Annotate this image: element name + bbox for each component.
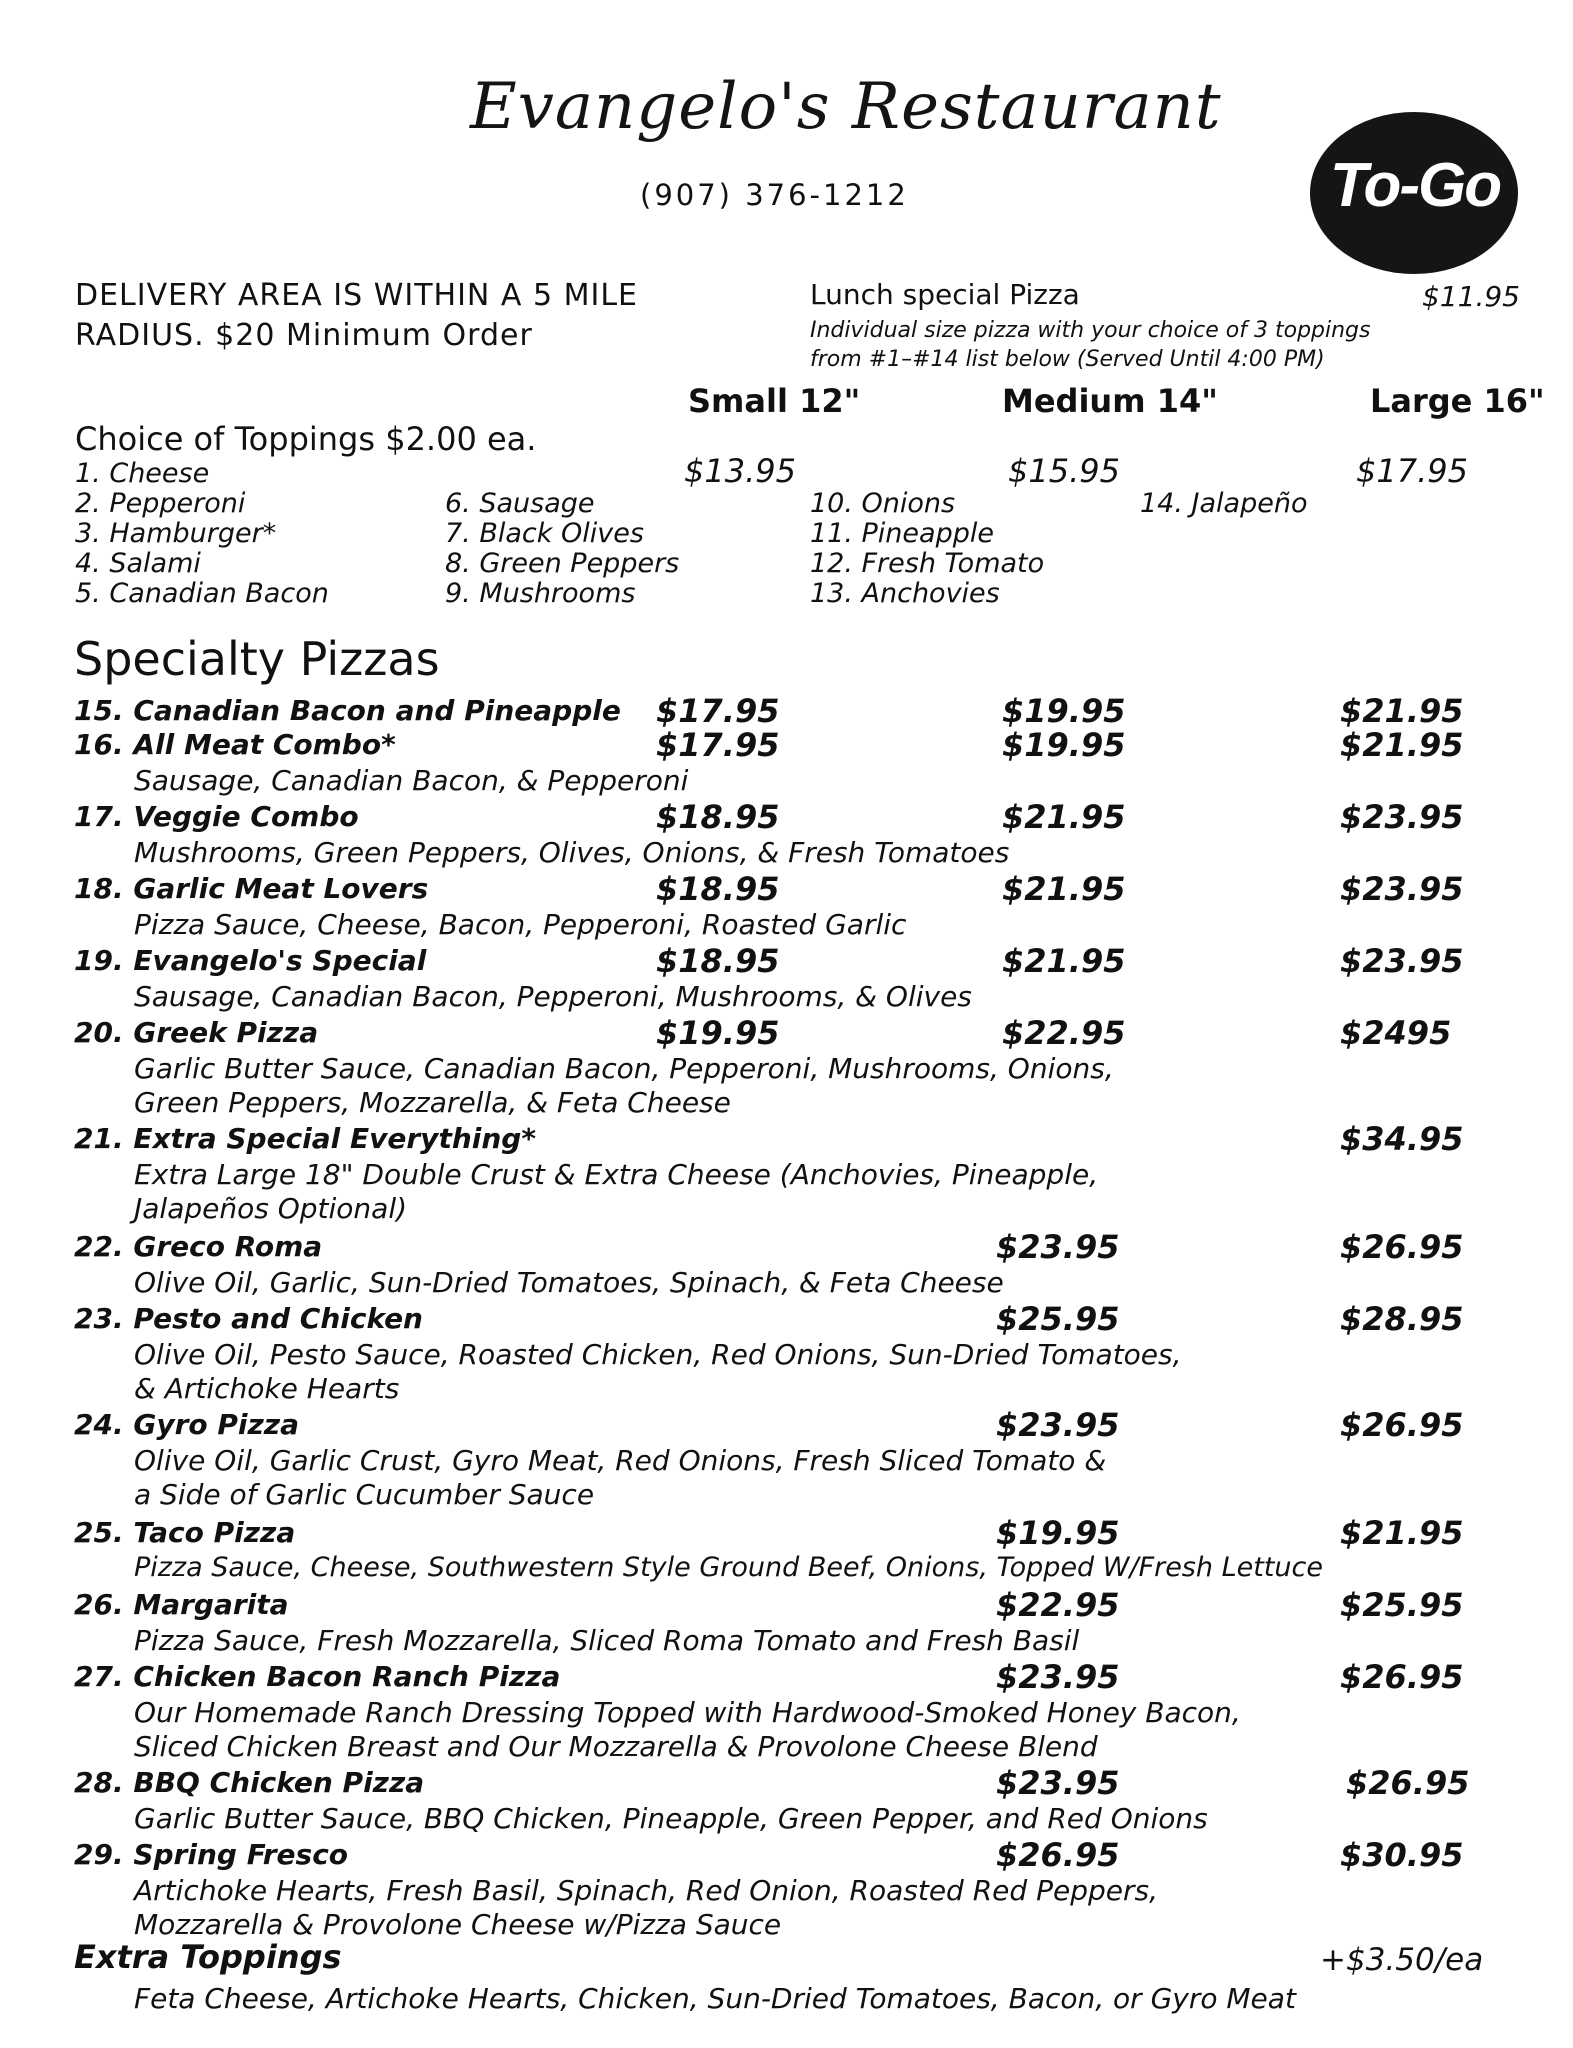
price-medium: $26.95	[996, 1836, 1120, 1874]
pizza-description: Garlic Butter Sauce, BBQ Chicken, Pineapple, Green Pepper, and Red Onions	[134, 1802, 1208, 1835]
price-large: $28.95	[1340, 1300, 1464, 1338]
price-medium: $23.95	[996, 1406, 1120, 1444]
pizza-description: Mozzarella & Provolone Cheese w/Pizza Sauce	[134, 1908, 782, 1941]
togo-badge-label: To-Go	[1329, 151, 1501, 220]
price-medium: $22.95	[996, 1586, 1120, 1624]
price-large: $2495	[1340, 1014, 1452, 1052]
pizza-description: Jalapeños Optional)	[134, 1192, 408, 1225]
pizza-description: Sliced Chicken Breast and Our Mozzarella & Provolone Cheese Blend	[134, 1730, 1098, 1763]
pizza-description: Olive Oil, Garlic, Sun-Dried Tomatoes, Spinach, & Feta Cheese	[134, 1266, 1004, 1299]
size-large-header: Large 16"	[1370, 382, 1545, 420]
pizza-name: 18. Garlic Meat Lovers	[74, 872, 429, 905]
base-price-small: $13.95	[684, 452, 796, 490]
price-medium: $19.95	[1002, 726, 1126, 764]
pizza-name: 29. Spring Fresco	[74, 1838, 349, 1871]
topping-item: 9. Mushrooms	[445, 578, 636, 609]
delivery-line-2: RADIUS. $20 Minimum Order	[75, 318, 533, 353]
extra-toppings-price: +$3.50/ea	[1320, 1942, 1484, 1978]
price-small: $18.95	[656, 870, 780, 908]
price-small: $17.95	[656, 726, 780, 764]
lunch-desc-line-1: Individual size pizza with your choice of 3 toppings	[810, 318, 1371, 343]
topping-item: 2. Pepperoni	[75, 488, 246, 519]
price-large: $23.95	[1340, 870, 1464, 908]
pizza-name: 16. All Meat Combo*	[74, 728, 396, 761]
phone-number: (907) 376-1212	[640, 178, 909, 212]
pizza-description: Olive Oil, Pesto Sauce, Roasted Chicken, Red Onions, Sun-Dried Tomatoes,	[134, 1338, 1182, 1371]
topping-item: 14. Jalapeño	[1140, 488, 1308, 519]
price-large: $26.95	[1340, 1406, 1464, 1444]
price-small: $18.95	[656, 798, 780, 836]
pizza-name: 26. Margarita	[74, 1588, 289, 1621]
toppings-title: Choice of Toppings $2.00 ea.	[75, 420, 537, 458]
topping-item: 6. Sausage	[445, 488, 595, 519]
topping-item: 10. Onions	[810, 488, 956, 519]
price-large: $25.95	[1340, 1586, 1464, 1624]
pizza-description: Our Homemade Ranch Dressing Topped with Hardwood-Smoked Honey Bacon,	[134, 1696, 1241, 1729]
price-large: $26.95	[1346, 1764, 1470, 1802]
pizza-description: Garlic Butter Sauce, Canadian Bacon, Pepperoni, Mushrooms, Onions,	[134, 1052, 1114, 1085]
pizza-name: 21. Extra Special Everything*	[74, 1122, 536, 1155]
topping-item: 5. Canadian Bacon	[75, 578, 329, 609]
price-medium: $25.95	[996, 1300, 1120, 1338]
price-medium: $19.95	[996, 1514, 1120, 1552]
base-price-large: $17.95	[1356, 452, 1468, 490]
price-large: $23.95	[1340, 942, 1464, 980]
pizza-name: 20. Greek Pizza	[74, 1016, 319, 1049]
pizza-name: 15. Canadian Bacon and Pineapple	[74, 694, 621, 727]
price-medium: $23.95	[996, 1228, 1120, 1266]
size-small-header: Small 12"	[688, 382, 861, 420]
pizza-description: Extra Large 18" Double Crust & Extra Cheese (Anchovies, Pineapple,	[134, 1158, 1099, 1191]
lunch-special-price: $11.95	[1422, 280, 1520, 313]
price-medium: $21.95	[1002, 798, 1126, 836]
restaurant-title: Evangelo's Restaurant	[470, 70, 1222, 144]
delivery-info	[75, 276, 638, 356]
pizza-description: Pizza Sauce, Cheese, Southwestern Style Ground Beef, Onions, Topped W/Fresh Lettuce	[134, 1552, 1323, 1583]
price-large: $21.95	[1340, 1514, 1464, 1552]
price-small: $18.95	[656, 942, 780, 980]
pizza-description: Pizza Sauce, Cheese, Bacon, Pepperoni, Roasted Garlic	[134, 908, 907, 941]
pizza-name: 24. Gyro Pizza	[74, 1408, 299, 1441]
topping-item: 11. Pineapple	[810, 518, 994, 549]
pizza-description: a Side of Garlic Cucumber Sauce	[134, 1478, 595, 1511]
pizza-name: 19. Evangelo's Special	[74, 944, 427, 977]
price-large: $21.95	[1340, 692, 1464, 730]
price-large: $30.95	[1340, 1836, 1464, 1874]
size-medium-header: Medium 14"	[1002, 382, 1218, 420]
topping-item: 12. Fresh Tomato	[810, 548, 1045, 579]
topping-item: 3. Hamburger*	[75, 518, 277, 549]
pizza-name: 27. Chicken Bacon Ranch Pizza	[74, 1660, 561, 1693]
specialty-pizzas-title: Specialty Pizzas	[74, 632, 440, 686]
topping-item: 1. Cheese	[75, 458, 210, 489]
price-medium: $19.95	[1002, 692, 1126, 730]
pizza-name: 22. Greco Roma	[74, 1230, 323, 1263]
lunch-special-description	[810, 316, 1370, 374]
price-medium: $23.95	[996, 1764, 1120, 1802]
price-small: $17.95	[656, 692, 780, 730]
price-large: $26.95	[1340, 1228, 1464, 1266]
pizza-name: 28. BBQ Chicken Pizza	[74, 1766, 425, 1799]
pizza-description: Pizza Sauce, Fresh Mozzarella, Sliced Roma Tomato and Fresh Basil	[134, 1624, 1080, 1657]
delivery-line-1: DELIVERY AREA IS WITHIN A 5 MILE	[75, 278, 638, 313]
togo-badge	[1310, 112, 1518, 274]
price-small: $19.95	[656, 1014, 780, 1052]
price-large: $34.95	[1340, 1120, 1464, 1158]
extra-toppings-list: Feta Cheese, Artichoke Hearts, Chicken, Sun-Dried Tomatoes, Bacon, or Gyro Meat	[134, 1982, 1296, 2015]
pizza-description: Artichoke Hearts, Fresh Basil, Spinach, Red Onion, Roasted Red Peppers,	[134, 1874, 1158, 1907]
pizza-description: Mushrooms, Green Peppers, Olives, Onions, & Fresh Tomatoes	[134, 836, 1010, 869]
pizza-name: 23. Pesto and Chicken	[74, 1302, 423, 1335]
price-large: $21.95	[1340, 726, 1464, 764]
price-medium: $21.95	[1002, 942, 1126, 980]
pizza-description: Olive Oil, Garlic Crust, Gyro Meat, Red Onions, Fresh Sliced Tomato &	[134, 1444, 1107, 1477]
lunch-special-title: Lunch special Pizza	[810, 278, 1080, 311]
price-large: $23.95	[1340, 798, 1464, 836]
topping-item: 4. Salami	[75, 548, 201, 579]
lunch-desc-line-2: from #1–#14 list below (Served Until 4:00 PM)	[810, 347, 1325, 372]
pizza-description: & Artichoke Hearts	[134, 1372, 400, 1405]
price-medium: $22.95	[1002, 1014, 1126, 1052]
price-medium: $23.95	[996, 1658, 1120, 1696]
pizza-description: Sausage, Canadian Bacon, & Pepperoni	[134, 764, 689, 797]
pizza-name: 25. Taco Pizza	[74, 1516, 296, 1549]
base-price-medium: $15.95	[1008, 452, 1120, 490]
price-large: $26.95	[1340, 1658, 1464, 1696]
price-medium: $21.95	[1002, 870, 1126, 908]
extra-toppings-title: Extra Toppings	[74, 1938, 342, 1976]
pizza-description: Sausage, Canadian Bacon, Pepperoni, Mushrooms, & Olives	[134, 980, 972, 1013]
pizza-name: 17. Veggie Combo	[74, 800, 359, 833]
topping-item: 7. Black Olives	[445, 518, 644, 549]
topping-item: 13. Anchovies	[810, 578, 1000, 609]
pizza-description: Green Peppers, Mozzarella, & Feta Cheese	[134, 1086, 731, 1119]
topping-item: 8. Green Peppers	[445, 548, 680, 579]
